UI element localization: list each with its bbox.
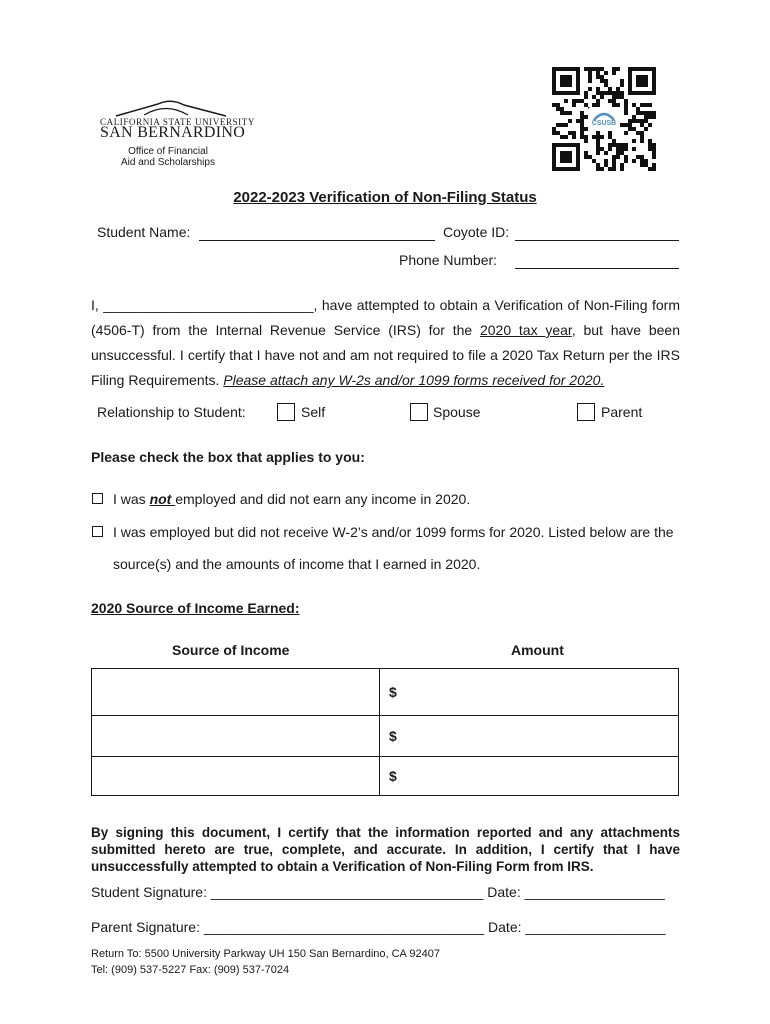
paragraph-part2: , but have been unsuccessful. I certify that I have not and am not required to file a 2020 Tax Return per the IRS Filing Requirements. xyxy=(91,322,680,388)
amount-cell[interactable]: $ xyxy=(380,669,679,716)
employed-checkbox[interactable] xyxy=(92,526,103,537)
student-name-label: Student Name: xyxy=(97,224,191,240)
source-column-header: Source of Income xyxy=(172,642,290,658)
attestation-paragraph xyxy=(91,293,680,393)
income-table xyxy=(91,668,679,796)
amount-cell[interactable]: $ xyxy=(380,716,679,757)
relationship-label: Relationship to Student: xyxy=(97,404,246,420)
attach-note: Please attach any W-2s and/or 1099 forms received for 2020. xyxy=(223,372,605,388)
paragraph-part1: I, ___________________________, have attempted to obtain a Verification of Non-Filing form (4506-T) from the Internal Revenue Service (IRS) for the xyxy=(91,297,680,338)
campus-name: SAN BERNARDINO xyxy=(100,124,246,141)
income-heading: 2020 Source of Income Earned: xyxy=(91,600,300,616)
contact-numbers: Tel: (909) 537-5227 Fax: (909) 537-7024 xyxy=(91,964,290,976)
not-employed-checkbox[interactable] xyxy=(92,493,103,504)
return-address: Return To: 5500 University Parkway UH 150 San Bernardino, CA 92407 xyxy=(91,948,440,960)
qr-badge xyxy=(588,107,620,131)
not-employed-text xyxy=(113,491,470,507)
certification-statement: By signing this document, I certify that the information reported and any attachments submitted hereto are true, complete, and accurate. In addition, I certify that I have unsuccessfully attempted to obtain a Verification of Non-Filing Form from IRS. xyxy=(91,825,680,874)
opt1-pre: I was xyxy=(113,491,150,507)
phone-field[interactable] xyxy=(515,268,679,269)
table-row xyxy=(92,669,679,716)
table-row xyxy=(92,757,679,796)
self-label: Self xyxy=(301,404,326,420)
amount-cell[interactable]: $ xyxy=(380,757,679,796)
coyote-id-field[interactable] xyxy=(515,240,679,241)
qr-badge-text: CSUSB xyxy=(591,120,617,127)
employed-text-line1: I was employed but did not receive W-2’s and/or 1099 forms for 2020. Listed below are the xyxy=(113,524,674,540)
form-title: 2022-2023 Verification of Non-Filing Status xyxy=(233,189,537,206)
phone-label: Phone Number: xyxy=(399,252,498,268)
office-line-1: Office of Financial xyxy=(128,146,208,157)
opt1-post: employed and did not earn any income in 2020. xyxy=(175,491,471,507)
parent-checkbox[interactable] xyxy=(577,403,595,421)
amount-column-header: Amount xyxy=(511,642,564,658)
spouse-checkbox[interactable] xyxy=(410,403,428,421)
office-name xyxy=(104,146,232,168)
mountain-logo-icon xyxy=(96,96,246,118)
employed-text-line2: source(s) and the amounts of income that I earned in 2020. xyxy=(113,556,481,572)
badge-arc-icon xyxy=(588,107,620,121)
student-signature-line[interactable]: Student Signature: ___________________________________ Date: __________________ xyxy=(91,884,665,900)
source-cell[interactable] xyxy=(92,716,380,757)
coyote-id-label: Coyote ID: xyxy=(443,224,510,240)
check-prompt: Please check the box that applies to you: xyxy=(91,449,365,465)
opt1-not: not xyxy=(149,491,176,507)
table-row xyxy=(92,716,679,757)
office-line-2: Aid and Scholarships xyxy=(121,157,215,168)
tax-year: 2020 tax year xyxy=(479,322,572,338)
qr-code xyxy=(552,67,656,171)
source-cell[interactable] xyxy=(92,757,380,796)
source-cell[interactable] xyxy=(92,669,380,716)
university-name: CALIFORNIA STATE UNIVERSITY xyxy=(100,117,255,127)
self-checkbox[interactable] xyxy=(277,403,295,421)
spouse-label: Spouse xyxy=(433,404,481,420)
parent-signature-line[interactable]: Parent Signature: ____________________________________ Date: __________________ xyxy=(91,919,666,935)
student-name-field[interactable] xyxy=(199,240,435,241)
footer xyxy=(91,946,440,978)
parent-label: Parent xyxy=(601,404,643,420)
